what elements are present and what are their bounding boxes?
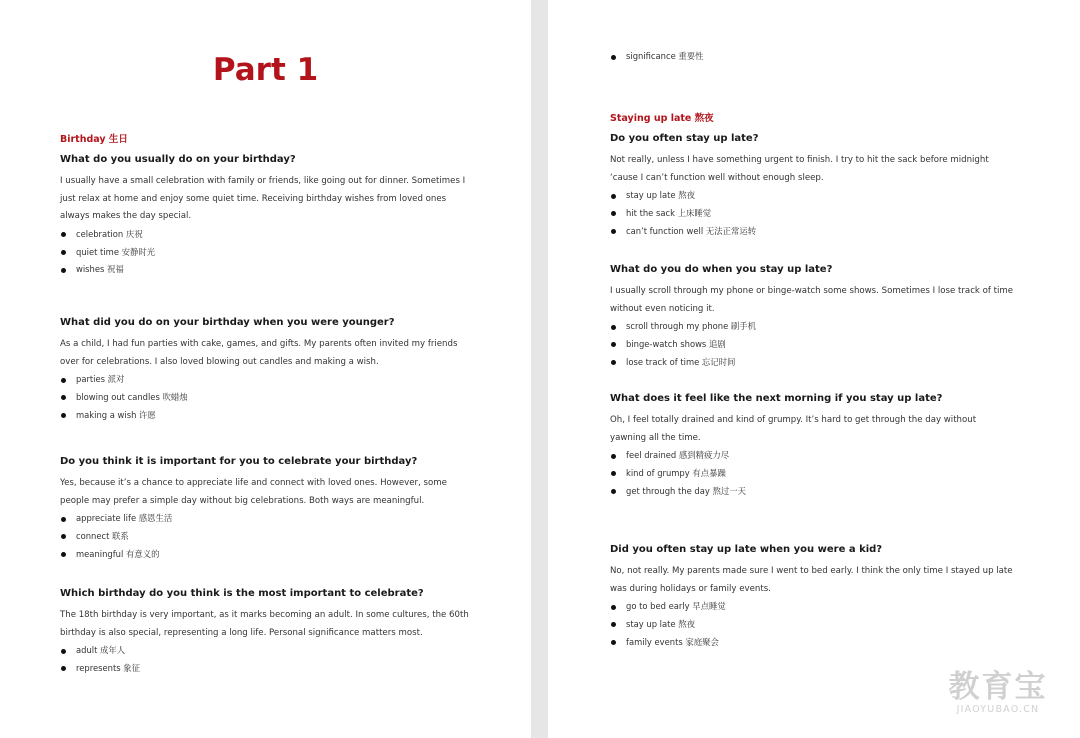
answer-text: I usually have a small celebration with family or friends, like going out for dinner. Sometimes I just relax at home and enjoy some quiet time. Receiving birthday wishes from loved ones always makes the day special. [60,176,466,222]
vocab-list [610,48,1030,66]
answer-text: No, not really. My parents made sure I went to bed early. I think the only time I stayed up late was during holidays or family events. [610,566,1013,594]
vocab-item: binge-watch shows 追剧 [610,336,1030,354]
vocab-item: stay up late 熬夜 [610,187,1030,205]
vocab-item: scroll through my phone 刷手机 [610,318,1030,336]
vocab-list [610,447,1030,500]
left-page [0,0,531,738]
vocab-item: connect 联系 [60,528,480,546]
vocab-item: blowing out candles 吹蜡烛 [60,389,480,407]
question-heading: What do you usually do on your birthday? [60,154,296,165]
vocab-list [60,226,480,279]
carryover-vocab-block [610,48,1030,66]
vocab-item: family events 家庭聚会 [610,634,1030,652]
vocab-item: feel drained 感到精疲力尽 [610,447,1030,465]
vocab-item: get through the day 熬过一天 [610,483,1030,501]
section-header-birthday [60,133,480,153]
question-heading: Do you think it is important for you to celebrate your birthday? [60,456,418,467]
question-heading: Did you often stay up late when you were a kid? [610,544,883,555]
vocab-item: represents 象征 [60,660,480,678]
vocab-list [60,371,480,424]
qa-block [60,587,480,678]
vocab-item: quiet time 安静时光 [60,244,480,262]
qa-block [610,543,1030,652]
vocab-item: stay up late 熬夜 [610,616,1030,634]
vocab-item: significance 重要性 [610,48,1030,66]
vocab-item: appreciate life 感恩生活 [60,510,480,528]
answer-text: Not really, unless I have something urgent to finish. I try to hit the sack before midnight ‘cause I can’t function well without enough sleep. [610,155,989,183]
question-heading: What does it feel like the next morning if you stay up late? [610,393,943,404]
answer-text: The 18th birthday is very important, as it marks becoming an adult. In some cultures, the 60th birthday is also special, representing a long life. Personal significance matters most. [60,610,469,638]
answer-text: Oh, I feel totally drained and kind of grumpy. It’s hard to get through the day without yawning all the time. [610,415,977,443]
question-heading: What do you do when you stay up late? [610,264,833,275]
qa-block [610,392,1030,501]
vocab-item: lose track of time 忘记时间 [610,354,1030,372]
answer-text: I usually scroll through my phone or binge-watch some shows. Sometimes I lose track of time without even noticing it. [610,286,1014,314]
watermark-en: JIAOYUBAO.CN [956,704,1040,715]
watermark-cn: 教育宝 [948,669,1048,705]
qa-block [60,455,480,564]
vocab-item: wishes 祝福 [60,261,480,279]
vocab-item: can’t function well 无法正常运转 [610,223,1030,241]
vocab-item: meaningful 有意义的 [60,546,480,564]
vocab-item: adult 成年人 [60,642,480,660]
qa-block [610,132,1030,241]
vocab-item: parties 派对 [60,371,480,389]
question-heading: Do you often stay up late? [610,133,759,144]
section-label: Birthday 生日 [60,134,128,145]
section-header-staying-up-late [610,112,1030,132]
vocab-list [60,510,480,563]
section-label: Staying up late 熬夜 [610,113,714,124]
answer-text: As a child, I had fun parties with cake, games, and gifts. My parents often invited my friends over for celebrations. I also loved blowing out candles and making a wish. [60,339,458,367]
vocab-item: celebration 庆祝 [60,226,480,244]
qa-block [610,263,1030,372]
vocab-list [610,598,1030,651]
right-page [548,0,1080,738]
vocab-item: go to bed early 早点睡觉 [610,598,1030,616]
vocab-item: kind of grumpy 有点暴躁 [610,465,1030,483]
answer-text: Yes, because it’s a chance to appreciate life and connect with loved ones. However, some people may prefer a simple day without big celebrations. Both ways are meaningful. [60,478,447,506]
vocab-item: hit the sack 上床睡觉 [610,205,1030,223]
watermark-logo [938,670,1058,716]
vocab-list [610,187,1030,240]
vocab-item: making a wish 许愿 [60,407,480,425]
vocab-list [610,318,1030,371]
page-title: Part 1 [212,52,319,88]
question-heading: What did you do on your birthday when you were younger? [60,317,395,328]
qa-block [60,153,480,279]
question-heading: Which birthday do you think is the most important to celebrate? [60,588,424,599]
vocab-list [60,642,480,678]
qa-block [60,316,480,425]
